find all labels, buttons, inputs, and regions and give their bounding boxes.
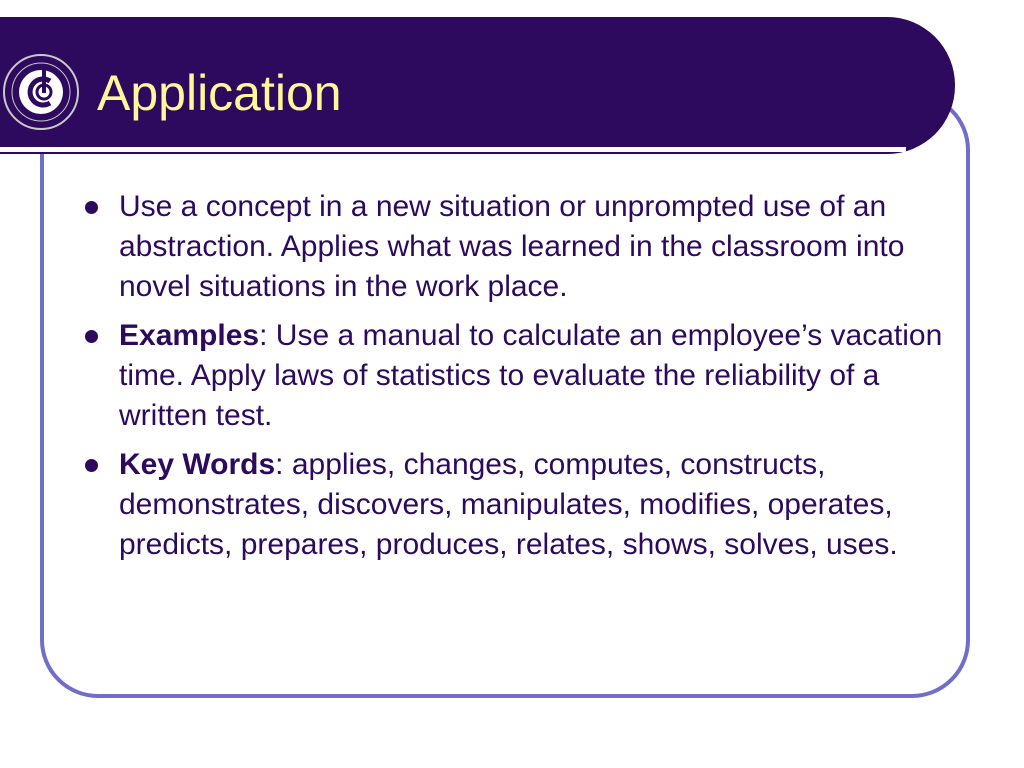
bullet-dot-icon: [85, 330, 98, 343]
bullet-dot-icon: [85, 201, 98, 214]
bullet-key-words: [82, 445, 962, 565]
bullet-text: Use a manual to calculate an employee’s vacation time. Apply laws of statistics to evaluate the reliability of a written test.: [119, 319, 943, 432]
bullet-separator: :: [275, 448, 284, 481]
bullet-definition: [82, 187, 962, 307]
bullet-separator: :: [259, 319, 268, 352]
bullet-dot-icon: [85, 459, 98, 472]
bullet-term: Key Words: [119, 448, 276, 481]
bullet-term: Examples: [119, 319, 260, 352]
bullet-text: Use a concept in a new situation or unprompted use of an abstraction. Applies what was learned in the classroom into novel situations in the work place.: [119, 190, 905, 303]
bullet-list: [82, 187, 962, 574]
slide-title: Application: [97, 65, 342, 121]
title-bar: [0, 17, 955, 154]
information-school-logo-icon: [0, 51, 82, 133]
bullet-examples: [82, 316, 962, 436]
title-underline: [0, 147, 906, 152]
bullet-text: applies, changes, computes, constructs, demonstrates, discovers, manipulates, modifies, operates, predicts, prepares, produces, relates, shows, solves, uses.: [119, 448, 898, 561]
